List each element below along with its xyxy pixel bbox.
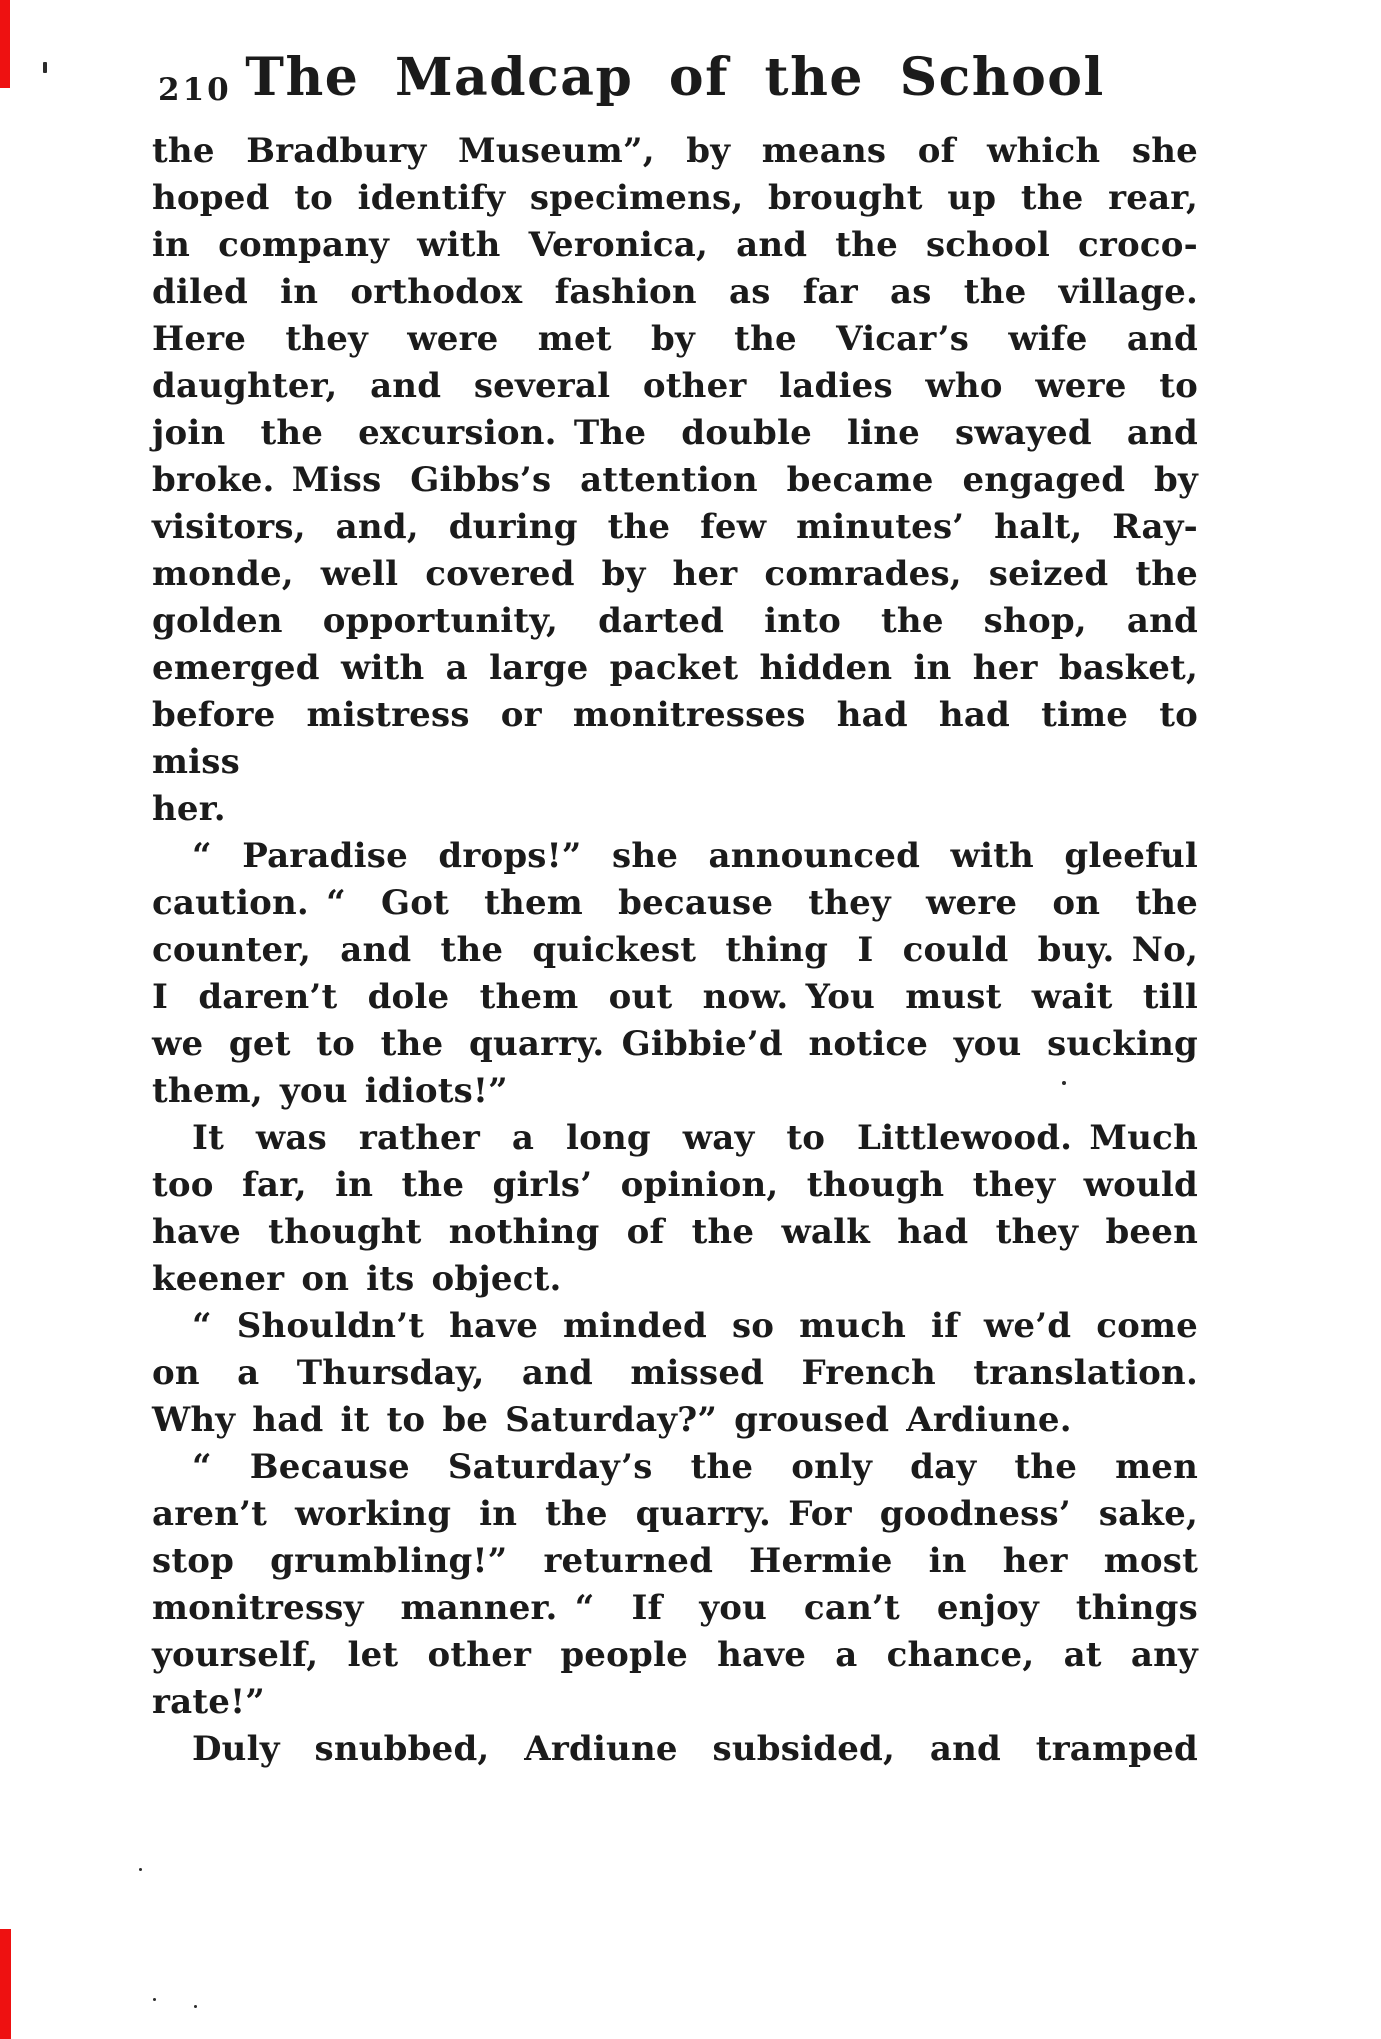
text-line: too far, in the girls’ opinion, though they would	[152, 1165, 1198, 1205]
text-line: keener on its object.	[152, 1259, 562, 1299]
text-line: her.	[152, 789, 226, 829]
text-line: aren’t working in the quarry. For goodness’ sake,	[152, 1494, 1198, 1534]
text-line: join the excursion. The double line swayed and	[152, 413, 1198, 453]
text-line: have thought nothing of the walk had they been	[152, 1212, 1198, 1252]
scanner-red-edge-mark-top	[0, 0, 10, 88]
ink-speck	[1062, 1081, 1066, 1085]
scanner-red-edge-mark-bottom	[0, 1929, 11, 2039]
text-line: them, you idiots!”	[152, 1071, 508, 1111]
text-line: on a Thursday, and missed French translation.	[152, 1353, 1198, 1393]
ink-speck	[153, 1998, 156, 2001]
running-title: The Madcap of the School	[245, 47, 1105, 108]
text-line: we get to the quarry. Gibbie’d notice you sucking	[152, 1024, 1198, 1064]
text-line: “ Paradise drops!” she announced with gleeful	[192, 836, 1198, 876]
text-line: Why had it to be Saturday?” groused Ardiune.	[152, 1400, 1072, 1440]
text-line: hoped to identify specimens, brought up the rear,	[152, 178, 1198, 218]
text-line: daughter, and several other ladies who were to	[152, 366, 1198, 406]
text-line: stop grumbling!” returned Hermie in her most	[152, 1541, 1198, 1581]
text-line: diled in orthodox fashion as far as the village.	[152, 272, 1198, 312]
text-line: I daren’t dole them out now. You must wait till	[152, 977, 1198, 1017]
ink-speck	[43, 62, 47, 73]
text-line: Duly snubbed, Ardiune subsided, and tramped	[192, 1729, 1198, 1769]
text-line: in company with Veronica, and the school croco-	[152, 225, 1198, 265]
body-text	[152, 128, 1198, 1773]
text-line: “ Shouldn’t have minded so much if we’d come	[192, 1306, 1198, 1346]
text-line: emerged with a large packet hidden in her basket,	[152, 648, 1198, 688]
text-line: “ Because Saturday’s the only day the men	[192, 1447, 1198, 1487]
text-line: rate!”	[152, 1682, 265, 1722]
page-number: 210	[158, 72, 232, 108]
text-line: caution. “ Got them because they were on the	[152, 883, 1198, 923]
text-line: Here they were met by the Vicar’s wife and	[152, 319, 1198, 359]
text-line: broke. Miss Gibbs’s attention became engaged by	[152, 460, 1198, 500]
text-line: yourself, let other people have a chance, at any	[152, 1635, 1198, 1675]
text-line: golden opportunity, darted into the shop, and	[152, 601, 1198, 641]
text-line: the Bradbury Museum”, by means of which she	[152, 131, 1198, 171]
text-line: monde, well covered by her comrades, seized the	[152, 554, 1198, 594]
text-line: It was rather a long way to Littlewood. Much	[192, 1118, 1198, 1158]
text-line: counter, and the quickest thing I could buy. No,	[152, 930, 1198, 970]
text-line: before mistress or monitresses had had time to miss	[152, 695, 1198, 782]
ink-speck	[194, 2005, 197, 2008]
ink-speck	[139, 1868, 142, 1871]
text-line: monitressy manner. “ If you can’t enjoy things	[152, 1588, 1198, 1628]
page-header	[152, 38, 1198, 118]
text-line: visitors, and, during the few minutes’ halt, Ray-	[152, 507, 1198, 547]
